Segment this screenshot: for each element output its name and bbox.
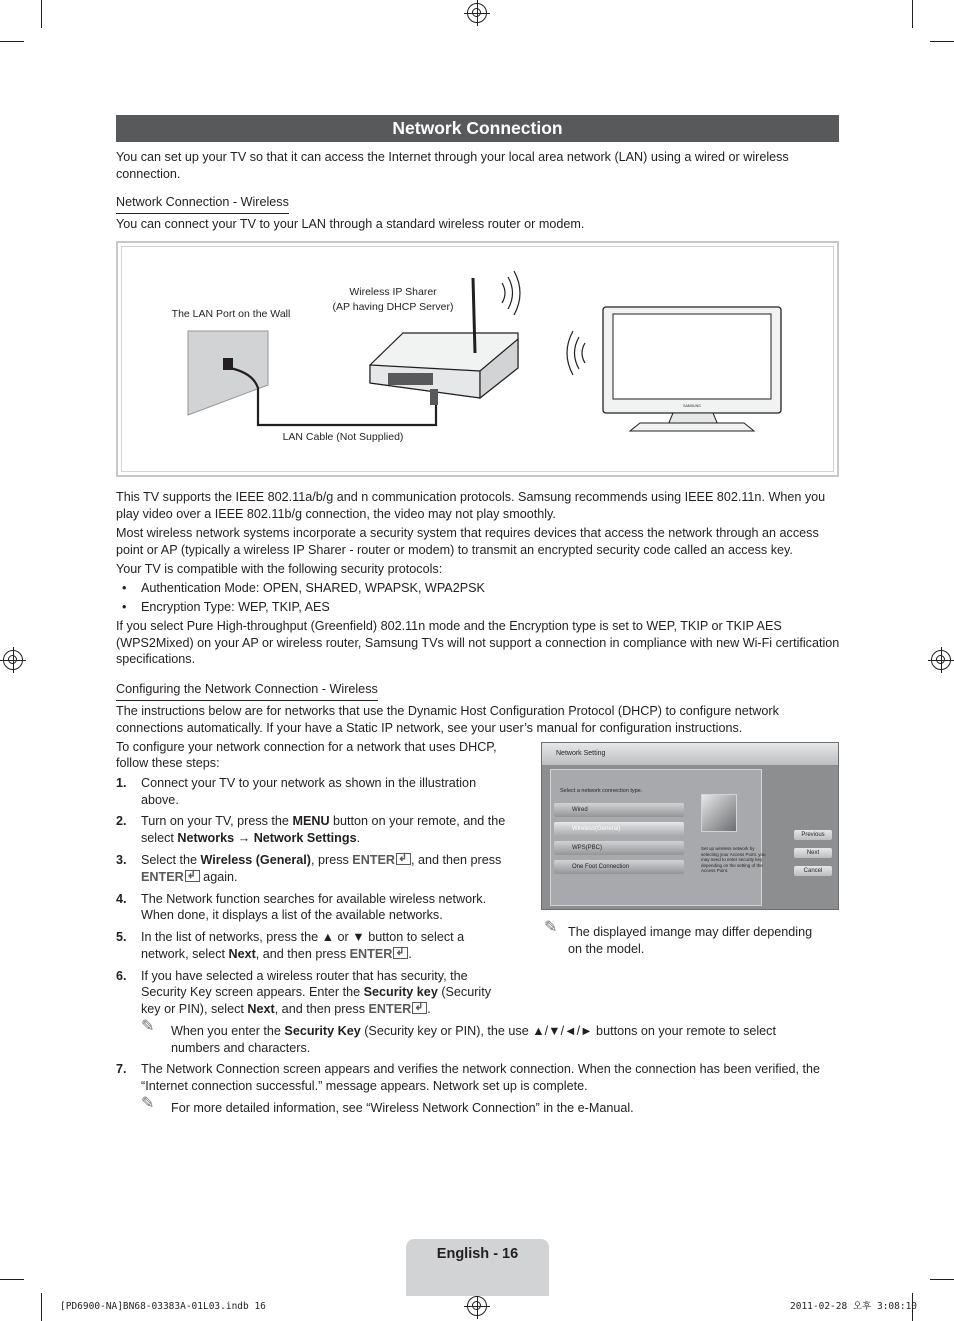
- screen-option-wireless[interactable]: Wireless(General): [554, 822, 684, 836]
- networks-menu: Networks: [177, 831, 235, 845]
- next-option: Next: [228, 947, 256, 961]
- step-text: Security Key screen appears. Enter the: [141, 985, 364, 999]
- screen-note-line2: on the model.: [568, 942, 645, 956]
- note-pencil-icon: ✎: [544, 919, 558, 936]
- wireless-paragraph-1: This TV supports the IEEE 802.11a/b/g and n communication protocols. Samsung recommends using IEEE 802.11n. When you play video over a IEEE 802.11b/g connection, the video may not play smoothly.: [116, 490, 826, 521]
- step-6-note-line1: [171, 1023, 776, 1040]
- bullet-auth: Authentication Mode: OPEN, SHARED, WPAPSK, WPA2PSK: [141, 581, 485, 595]
- step-1-line1: Connect your TV to your network as shown in the illustration: [141, 776, 477, 790]
- print-slug-left: [PD6900-NA]BN68-03383A-01L03.indb 16: [60, 1301, 266, 1312]
- enter-key: ENTER: [349, 947, 393, 961]
- print-slug-right: 2011-02-28 오후 3:08:10: [790, 1301, 918, 1312]
- enter-icon: [396, 853, 411, 865]
- step-3-line2: [141, 869, 238, 886]
- step-text: , and then press: [410, 853, 502, 867]
- screen-help-text: Set up wireless network by selecting your Access Point. you may need to enter security key depending on the setting of the Access Point.: [701, 846, 766, 874]
- step-6-note-line2: numbers and characters.: [171, 1041, 311, 1055]
- registration-mark-icon: [467, 1296, 487, 1316]
- step-2-line1: [141, 813, 505, 830]
- wireless-description: You can connect your TV to your LAN through a standard wireless router or modem.: [116, 217, 585, 231]
- next-option: Next: [247, 1002, 275, 1016]
- enter-icon: [185, 870, 200, 882]
- screen-cancel-button[interactable]: Cancel: [794, 866, 832, 876]
- step-1-line2: above.: [141, 793, 179, 807]
- step-number: 3.: [116, 853, 127, 867]
- screen-option-wps[interactable]: WPS(PBC): [554, 841, 684, 855]
- arrow-text: →: [234, 831, 254, 845]
- note-text: (Security key or PIN), the use ▲/▼/◄/► buttons on your remote to select: [360, 1024, 776, 1038]
- network-settings-menu: Network Settings: [253, 831, 357, 845]
- crop-mark: [41, 1293, 42, 1321]
- crop-mark: [930, 41, 954, 42]
- step-text: , and then press: [274, 1002, 369, 1016]
- intro-text: You can set up your TV so that it can access the Internet through your local area network (LAN) using a wired or wireless connection.: [116, 150, 789, 181]
- step-number: 5.: [116, 930, 127, 944]
- step-text: key or PIN), select: [141, 1002, 248, 1016]
- section-heading-config: Configuring the Network Connection - Wireless: [116, 681, 378, 701]
- crop-mark: [0, 41, 24, 42]
- wireless-paragraph-4: If you select Pure High-throughput (Greenfield) 802.11n mode and the Encryption type is set to WEP, TKIP or TKIP AES (WPS2Mixed) on your AP or wireless router, Samsung TVs will not support a connection in compliance with new Wi-Fi certification specifications.: [116, 619, 840, 666]
- section-heading-wireless: Network Connection - Wireless: [116, 194, 289, 214]
- crop-mark: [912, 0, 913, 28]
- screen-header: [542, 743, 838, 765]
- enter-key: ENTER: [352, 853, 395, 867]
- step-4-line1: The Network function searches for available wireless network.: [141, 892, 487, 906]
- crop-mark: [930, 1279, 954, 1280]
- note-pencil-icon: ✎: [141, 1095, 155, 1112]
- config-paragraph-2a: To configure your network connection for a network that uses DHCP,: [116, 740, 497, 754]
- lan-cable-label: LAN Cable (Not Supplied): [282, 431, 404, 443]
- step-6-line2: [141, 984, 491, 1001]
- note-pencil-icon: ✎: [141, 1018, 155, 1035]
- screen-option-one-foot[interactable]: One Foot Connection: [554, 860, 684, 874]
- tv-icon: [603, 307, 781, 431]
- lan-port-label: The LAN Port on the Wall: [171, 308, 291, 320]
- step-text: button on your remote, and the: [329, 814, 506, 828]
- screen-prompt: Select a network connection type.: [560, 788, 643, 794]
- crop-mark: [0, 1279, 24, 1280]
- step-number: 6.: [116, 969, 127, 983]
- step-number: 4.: [116, 892, 127, 906]
- step-number: 2.: [116, 814, 127, 828]
- screen-panel: [550, 769, 766, 906]
- config-paragraph-2b: follow these steps:: [116, 756, 220, 770]
- step-4-line2: When done, it displays a list of the available networks.: [141, 908, 443, 922]
- enter-icon: [412, 1002, 427, 1014]
- step-7-line1: The Network Connection screen appears and verifies the network connection. When the connection has been verified, the: [141, 1062, 821, 1076]
- step-text: .: [408, 947, 412, 961]
- sharer-label-line2: (AP having DHCP Server): [332, 301, 454, 313]
- registration-mark-icon: [3, 650, 23, 670]
- step-text: Turn on your TV, press the: [141, 814, 293, 828]
- step-5-line2: [141, 946, 412, 963]
- screen-previous-button[interactable]: Previous: [794, 830, 832, 840]
- page-title: Network Connection: [116, 115, 839, 142]
- bullet-icon: •: [122, 600, 127, 614]
- registration-mark-icon: [467, 3, 487, 23]
- security-key-text: Security key: [363, 985, 438, 999]
- step-6-line1: If you have selected a wireless router that has security, the: [141, 969, 468, 983]
- step-text: , and then press: [255, 947, 350, 961]
- step-text: Select the: [141, 853, 201, 867]
- step-text: (Security: [437, 985, 492, 999]
- step-text: , press: [311, 853, 353, 867]
- security-key-text: Security Key: [284, 1024, 361, 1038]
- wireless-general-option: Wireless (General): [200, 853, 311, 867]
- connection-diagram: [116, 241, 839, 477]
- bullet-encryption: Encryption Type: WEP, TKIP, AES: [141, 600, 330, 614]
- wireless-paragraph-2: Most wireless network systems incorporate a security system that requires devices that access the network through an access point or AP (typically a wireless IP Sharer - router or modem) to transmit an encrypted security code called an access key.: [116, 526, 819, 557]
- step-7-note: For more detailed information, see “Wireless Network Connection” in the e-Manual.: [171, 1101, 634, 1115]
- step-text: network, select: [141, 947, 229, 961]
- menu-key: MENU: [292, 814, 330, 828]
- step-text: .: [356, 831, 361, 845]
- step-number: 7.: [116, 1062, 127, 1076]
- step-6-line3: [141, 1001, 431, 1018]
- screen-note-line1: The displayed imange may differ depending: [568, 925, 813, 939]
- crop-mark: [41, 0, 42, 28]
- step-text: again.: [199, 870, 238, 884]
- bullet-icon: •: [122, 581, 127, 595]
- router-icon: [370, 278, 518, 405]
- diagram-illustration: [118, 243, 837, 475]
- screen-preview-image: [701, 794, 737, 832]
- step-text: .: [427, 1002, 431, 1016]
- step-5-line1: In the list of networks, press the ▲ or ▼ button to select a: [141, 930, 465, 944]
- enter-key: ENTER: [141, 870, 184, 884]
- step-2-line2: [141, 830, 360, 847]
- enter-icon: [393, 947, 408, 959]
- step-7-line2: “Internet connection successful.” message appears. Network set up is complete.: [141, 1079, 588, 1093]
- config-paragraph-1: The instructions below are for networks that use the Dynamic Host Configuration Protocol (DHCP) to configure network connections automatically. If your have a Static IP network, see your user’s manual for configuration instructions.: [116, 704, 779, 735]
- registration-mark-icon: [931, 650, 951, 670]
- wall-plate: [188, 331, 268, 415]
- screen-title: Network Setting: [556, 750, 606, 757]
- wireless-paragraph-3: Your TV is compatible with the following security protocols:: [116, 562, 443, 576]
- svg-text:SAMSUNG: SAMSUNG: [683, 404, 701, 408]
- page-number: English - 16: [436, 1246, 519, 1262]
- step-text: select: [141, 831, 178, 845]
- step-number: 1.: [116, 776, 127, 790]
- screen-next-button[interactable]: Next: [794, 848, 832, 858]
- network-setting-screen: [541, 742, 839, 910]
- sharer-label-line1: Wireless IP Sharer: [349, 286, 437, 298]
- note-text: When you enter the: [171, 1024, 285, 1038]
- enter-key: ENTER: [368, 1002, 412, 1016]
- screen-option-wired[interactable]: Wired: [554, 803, 684, 817]
